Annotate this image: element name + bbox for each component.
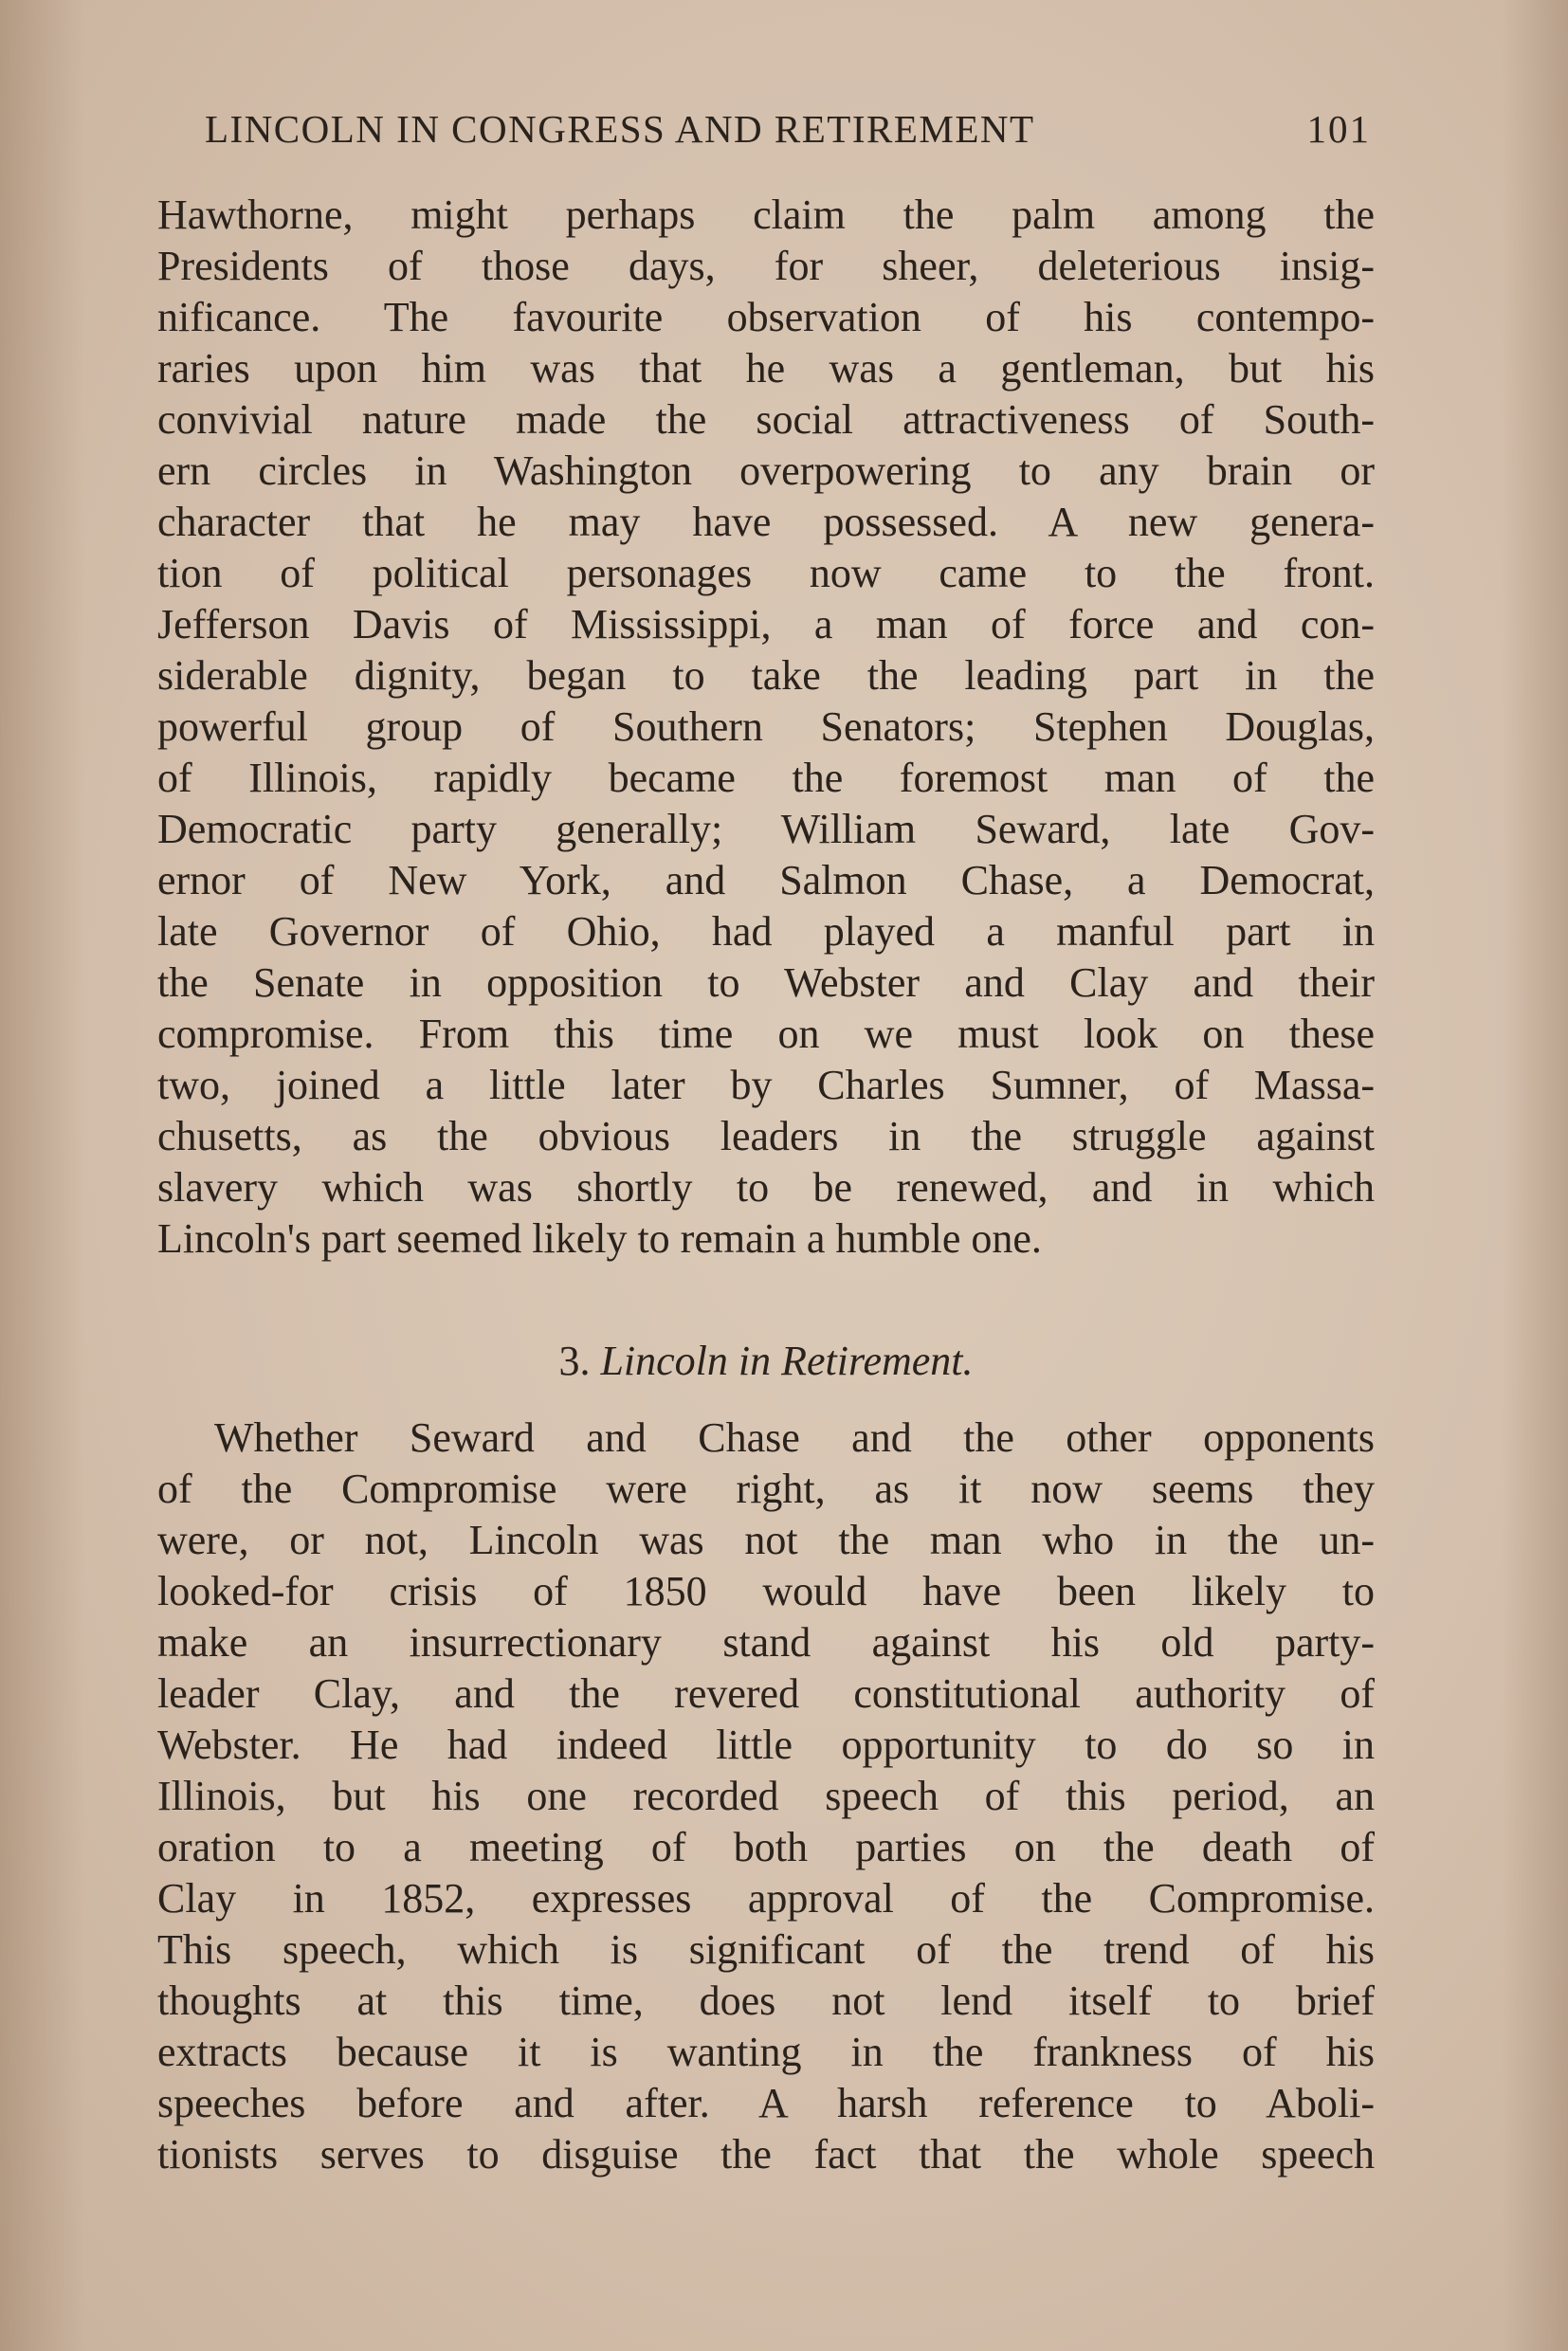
gutter-shadow xyxy=(0,0,85,2351)
text-line: were, or not, Lincoln was not the man who in the un- xyxy=(157,1517,1375,1563)
text-line: Lincoln's part seemed likely to remain a humble one. xyxy=(157,1215,1042,1262)
paragraph-continued xyxy=(157,190,1375,1265)
text-line: Whether Seward and Chase and the other opponents xyxy=(214,1414,1375,1461)
text-line: nificance. The favourite observation of his contempo- xyxy=(157,294,1375,340)
text-line: ernor of New York, and Salmon Chase, a Democrat, xyxy=(157,857,1375,903)
text-line: raries upon him was that he was a gentleman, but his xyxy=(157,345,1375,392)
text-line: late Governor of Ohio, had played a manful part in xyxy=(157,908,1375,955)
text-line: Illinois, but his one recorded speech of this period, an xyxy=(157,1773,1375,1819)
text-line: character that he may have possessed. A new genera- xyxy=(157,499,1375,545)
text-line: ern circles in Washington overpowering to any brain or xyxy=(157,447,1375,494)
text-line: powerful group of Southern Senators; Stephen Douglas, xyxy=(157,703,1375,750)
text-line: Jefferson Davis of Mississippi, a man of force and con- xyxy=(157,601,1375,647)
text-line: looked-for crisis of 1850 would have been likely to xyxy=(157,1568,1375,1614)
text-line: siderable dignity, began to take the leading part in the xyxy=(157,652,1375,699)
text-line: speeches before and after. A harsh reference to Aboli- xyxy=(157,2080,1375,2126)
running-head xyxy=(205,106,1371,152)
text-line: thoughts at this time, does not lend itself to brief xyxy=(157,1977,1375,2024)
text-line: Webster. He had indeed little opportunity to do so in xyxy=(157,1722,1375,1768)
text-line: Hawthorne, might perhaps claim the palm among the xyxy=(157,191,1375,238)
text-line: of Illinois, rapidly became the foremost man of the xyxy=(157,755,1375,801)
text-line: Presidents of those days, for sheer, deleterious insig- xyxy=(157,243,1375,289)
text-line: Clay in 1852, expresses approval of the Compromise. xyxy=(157,1875,1375,1922)
edge-shadow xyxy=(1502,0,1568,2351)
text-line: two, joined a little later by Charles Sumner, of Massa- xyxy=(157,1062,1375,1108)
running-head-title: LINCOLN IN CONGRESS AND RETIREMENT xyxy=(205,107,1035,151)
section-title: Lincoln in Retirement. xyxy=(600,1338,974,1384)
text-line: extracts because it is wanting in the frankness of his xyxy=(157,2029,1375,2075)
text-line: oration to a meeting of both parties on the death of xyxy=(157,1824,1375,1870)
section-number: 3. xyxy=(558,1338,591,1384)
text-line: Democratic party generally; William Seward, late Gov- xyxy=(157,806,1375,852)
text-line: tionists serves to disguise the fact that the whole speech xyxy=(157,2131,1375,2178)
text-line: make an insurrectionary stand against his old party- xyxy=(157,1619,1375,1666)
text-line: This speech, which is significant of the trend of his xyxy=(157,1926,1375,1973)
text-line: leader Clay, and the revered constitutional authority of xyxy=(157,1670,1375,1717)
section-heading xyxy=(157,1337,1375,1385)
text-line: the Senate in opposition to Webster and Clay and their xyxy=(157,959,1375,1006)
text-line: compromise. From this time on we must look on these xyxy=(157,1011,1375,1057)
text-line: chusetts, as the obvious leaders in the struggle against xyxy=(157,1113,1375,1159)
text-line: convivial nature made the social attractiveness of South- xyxy=(157,396,1375,443)
text-line: tion of political personages now came to the front. xyxy=(157,550,1375,596)
text-line: slavery which was shortly to be renewed, and in which xyxy=(157,1164,1375,1211)
text-line: of the Compromise were right, as it now seems they xyxy=(157,1466,1375,1512)
page-number: 101 xyxy=(1306,107,1371,151)
paragraph-lincoln-in-retirement xyxy=(157,1412,1375,2180)
